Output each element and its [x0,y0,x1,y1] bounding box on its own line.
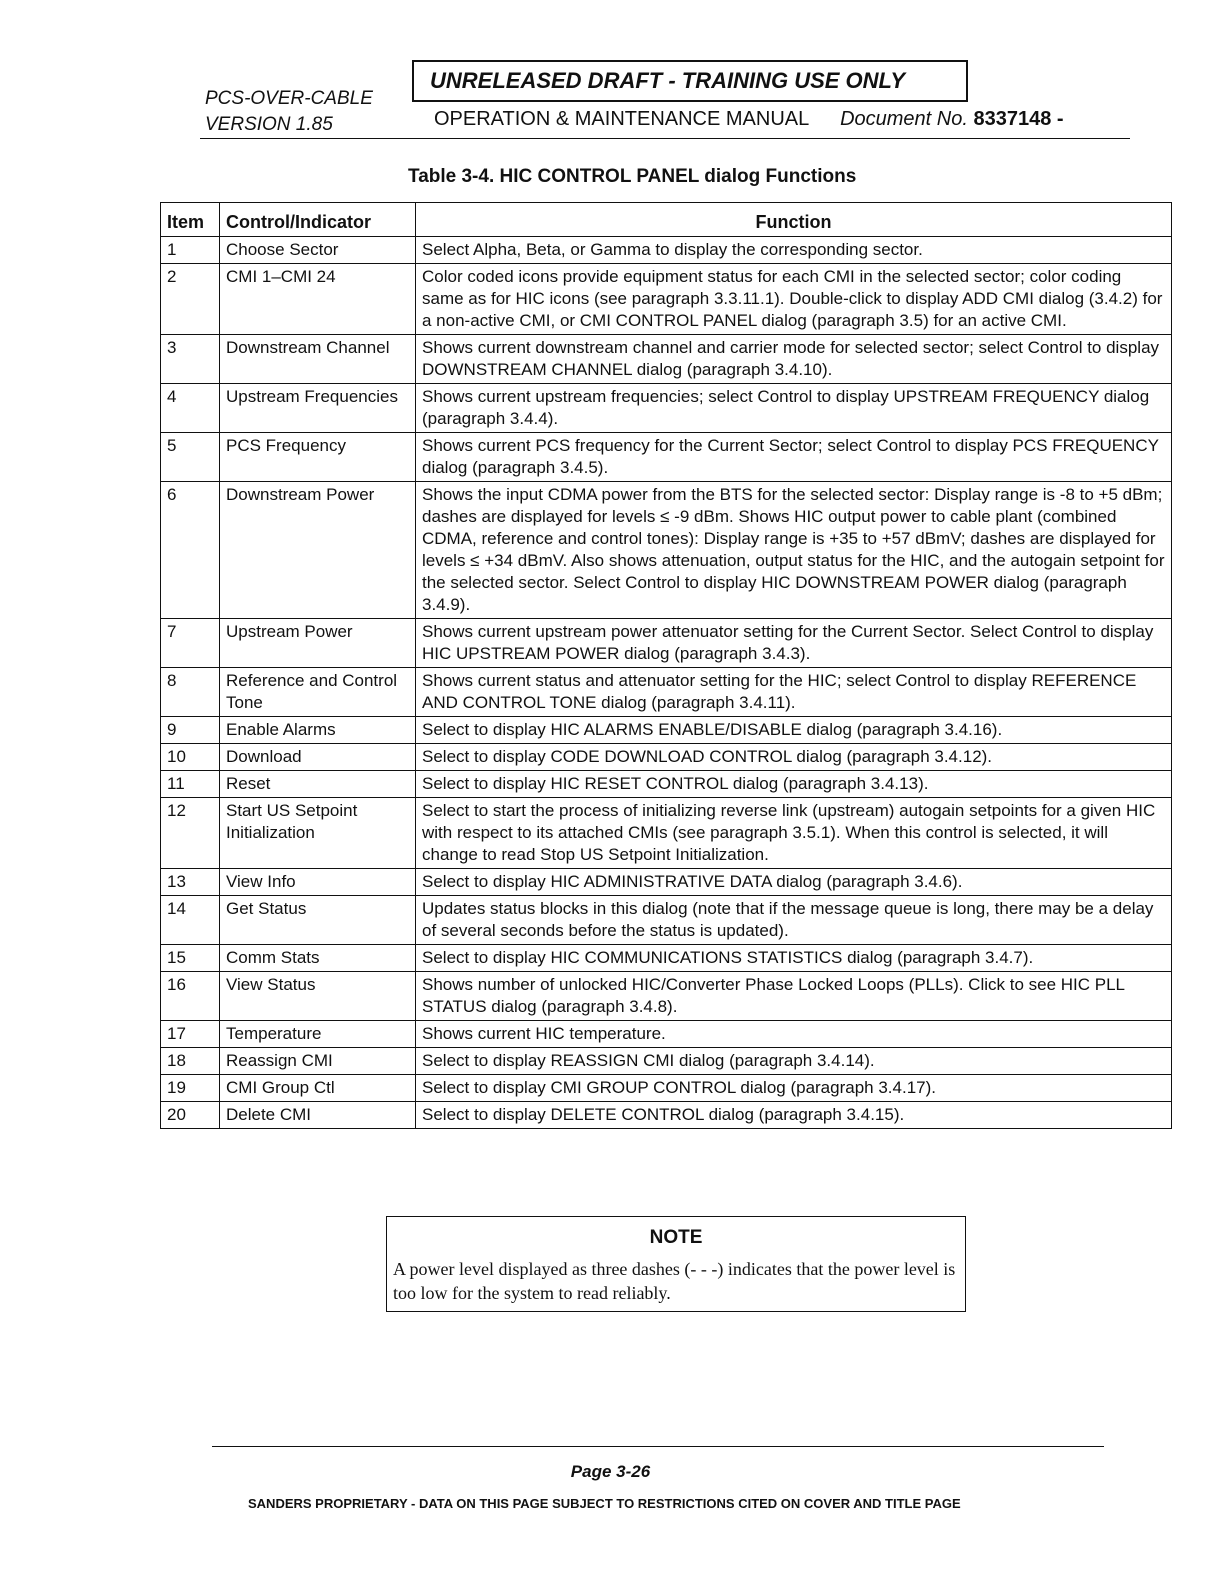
function-text: Shows current PCS frequency for the Current Sector; select Control to display PCS FREQUENCY dialog (paragraph 3.4.5). [416,433,1172,482]
table-row [161,717,1172,744]
table-row [161,384,1172,433]
function-text: Shows number of unlocked HIC/Converter Phase Locked Loops (PLLs). Click to see HIC PLL STATUS dialog (paragraph 3.4.8). [416,972,1172,1021]
control-name: CMI Group Ctl [220,1075,416,1102]
table-row [161,1048,1172,1075]
function-text: Select to display HIC COMMUNICATIONS STATISTICS dialog (paragraph 3.4.7). [416,945,1172,972]
item-number: 8 [161,668,220,717]
table-header-row [161,203,1172,237]
function-text: Shows current status and attenuator setting for the HIC; select Control to display REFERENCE AND CONTROL TONE dialog (paragraph 3.4.11). [416,668,1172,717]
function-text: Select to display CODE DOWNLOAD CONTROL dialog (paragraph 3.4.12). [416,744,1172,771]
control-name: Downstream Power [220,482,416,619]
control-name: Upstream Power [220,619,416,668]
function-text: Color coded icons provide equipment status for each CMI in the selected sector; color coding same as for HIC icons (see paragraph 3.3.11.1). Double-click to display ADD CMI dialog (3.4.2) for a non-active CMI, or CMI CONTROL PANEL dialog (paragraph 3.5) for an active CMI. [416,264,1172,335]
function-text: Select to display HIC RESET CONTROL dialog (paragraph 3.4.13). [416,771,1172,798]
proprietary-notice: SANDERS PROPRIETARY - DATA ON THIS PAGE SUBJECT TO RESTRICTIONS CITED ON COVER AND TITLE PAGE [248,1496,961,1511]
header-divider [200,138,1130,139]
item-number: 2 [161,264,220,335]
draft-notice-box [412,60,968,102]
function-text: Select to display HIC ADMINISTRATIVE DATA dialog (paragraph 3.4.6). [416,869,1172,896]
table-row [161,237,1172,264]
table-row [161,1075,1172,1102]
table-row [161,1021,1172,1048]
item-number: 4 [161,384,220,433]
control-name: Delete CMI [220,1102,416,1129]
item-number: 3 [161,335,220,384]
control-name: Reassign CMI [220,1048,416,1075]
note-box [386,1216,966,1312]
item-number: 14 [161,896,220,945]
control-name: Choose Sector [220,237,416,264]
product-version: VERSION 1.85 [205,114,333,135]
function-text: Select to display REASSIGN CMI dialog (paragraph 3.4.14). [416,1048,1172,1075]
header-control: Control/Indicator [220,203,416,237]
function-text: Shows the input CDMA power from the BTS for the selected sector: Display range is -8 to +5 dBm; dashes are displayed for levels ≤ -9 dBm. Shows HIC output power to cable plant (combined CDMA, reference and control tones): Display range is +35 to +57 dBmV; dashes are displayed for levels ≤ +34 dBmV. Also shows attenuation, output status for the HIC, and the autogain setpoint for the selected sector. Select Control to display HIC DOWNSTREAM POWER dialog (paragraph 3.4.9). [416,482,1172,619]
control-name: Enable Alarms [220,717,416,744]
table-row [161,264,1172,335]
control-name: Start US Setpoint Initialization [220,798,416,869]
control-name: Comm Stats [220,945,416,972]
table-row [161,619,1172,668]
control-name: PCS Frequency [220,433,416,482]
table-title: Table 3-4. HIC CONTROL PANEL dialog Functions [408,166,857,187]
item-number: 17 [161,1021,220,1048]
control-name: Reset [220,771,416,798]
item-number: 12 [161,798,220,869]
item-number: 20 [161,1102,220,1129]
draft-notice: UNRELEASED DRAFT - TRAINING USE ONLY [430,68,906,93]
table-row [161,896,1172,945]
item-number: 16 [161,972,220,1021]
table-row [161,335,1172,384]
table-row [161,433,1172,482]
table-row [161,1102,1172,1129]
table-row [161,869,1172,896]
table-row [161,771,1172,798]
item-number: 18 [161,1048,220,1075]
document-number: 8337148 - [973,108,1064,130]
item-number: 7 [161,619,220,668]
function-text: Shows current HIC temperature. [416,1021,1172,1048]
item-number: 1 [161,237,220,264]
manual-title: OPERATION & MAINTENANCE MANUAL [434,108,809,130]
item-number: 11 [161,771,220,798]
item-number: 15 [161,945,220,972]
function-text: Select Alpha, Beta, or Gamma to display the corresponding sector. [416,237,1172,264]
control-name: View Status [220,972,416,1021]
control-name: Get Status [220,896,416,945]
table-row [161,972,1172,1021]
function-text: Select to display HIC ALARMS ENABLE/DISABLE dialog (paragraph 3.4.16). [416,717,1172,744]
item-number: 6 [161,482,220,619]
control-name: Reference and Control Tone [220,668,416,717]
document-label: Document No. [840,108,968,130]
footer-divider [212,1446,1104,1447]
table-row [161,668,1172,717]
function-text: Select to display CMI GROUP CONTROL dialog (paragraph 3.4.17). [416,1075,1172,1102]
function-text: Shows current upstream frequencies; select Control to display UPSTREAM FREQUENCY dialog (paragraph 3.4.4). [416,384,1172,433]
function-text: Updates status blocks in this dialog (note that if the message queue is long, there may be a delay of several seconds before the status is updated). [416,896,1172,945]
control-name: Temperature [220,1021,416,1048]
header-function: Function [416,203,1172,237]
item-number: 9 [161,717,220,744]
item-number: 13 [161,869,220,896]
table-row [161,798,1172,869]
item-number: 10 [161,744,220,771]
item-number: 19 [161,1075,220,1102]
page-number: Page 3-26 [570,1462,651,1481]
control-name: CMI 1–CMI 24 [220,264,416,335]
table-row [161,744,1172,771]
function-text: Shows current upstream power attenuator setting for the Current Sector. Select Control to display HIC UPSTREAM POWER dialog (paragraph 3.4.3). [416,619,1172,668]
function-text: Select to start the process of initializing reverse link (upstream) autogain setpoints for a given HIC with respect to its attached CMIs (see paragraph 3.5.1). When this control is selected, it will change to read Stop US Setpoint Initialization. [416,798,1172,869]
control-name: Upstream Frequencies [220,384,416,433]
control-name: View Info [220,869,416,896]
manual-line [434,108,1064,131]
header-item: Item [161,203,220,237]
product-name: PCS-OVER-CABLE [205,88,373,109]
function-text: Select to display DELETE CONTROL dialog (paragraph 3.4.15). [416,1102,1172,1129]
control-name: Download [220,744,416,771]
control-name: Downstream Channel [220,335,416,384]
item-number: 5 [161,433,220,482]
function-text: Shows current downstream channel and carrier mode for selected sector; select Control to display DOWNSTREAM CHANNEL dialog (paragraph 3.4.10). [416,335,1172,384]
note-text: A power level displayed as three dashes (- - -) indicates that the power level is too low for the system to read reliably. [393,1259,956,1303]
functions-table [160,202,1172,1129]
note-title: NOTE [649,1227,703,1248]
table-row [161,482,1172,619]
header-product-block [205,86,373,138]
table-row [161,945,1172,972]
